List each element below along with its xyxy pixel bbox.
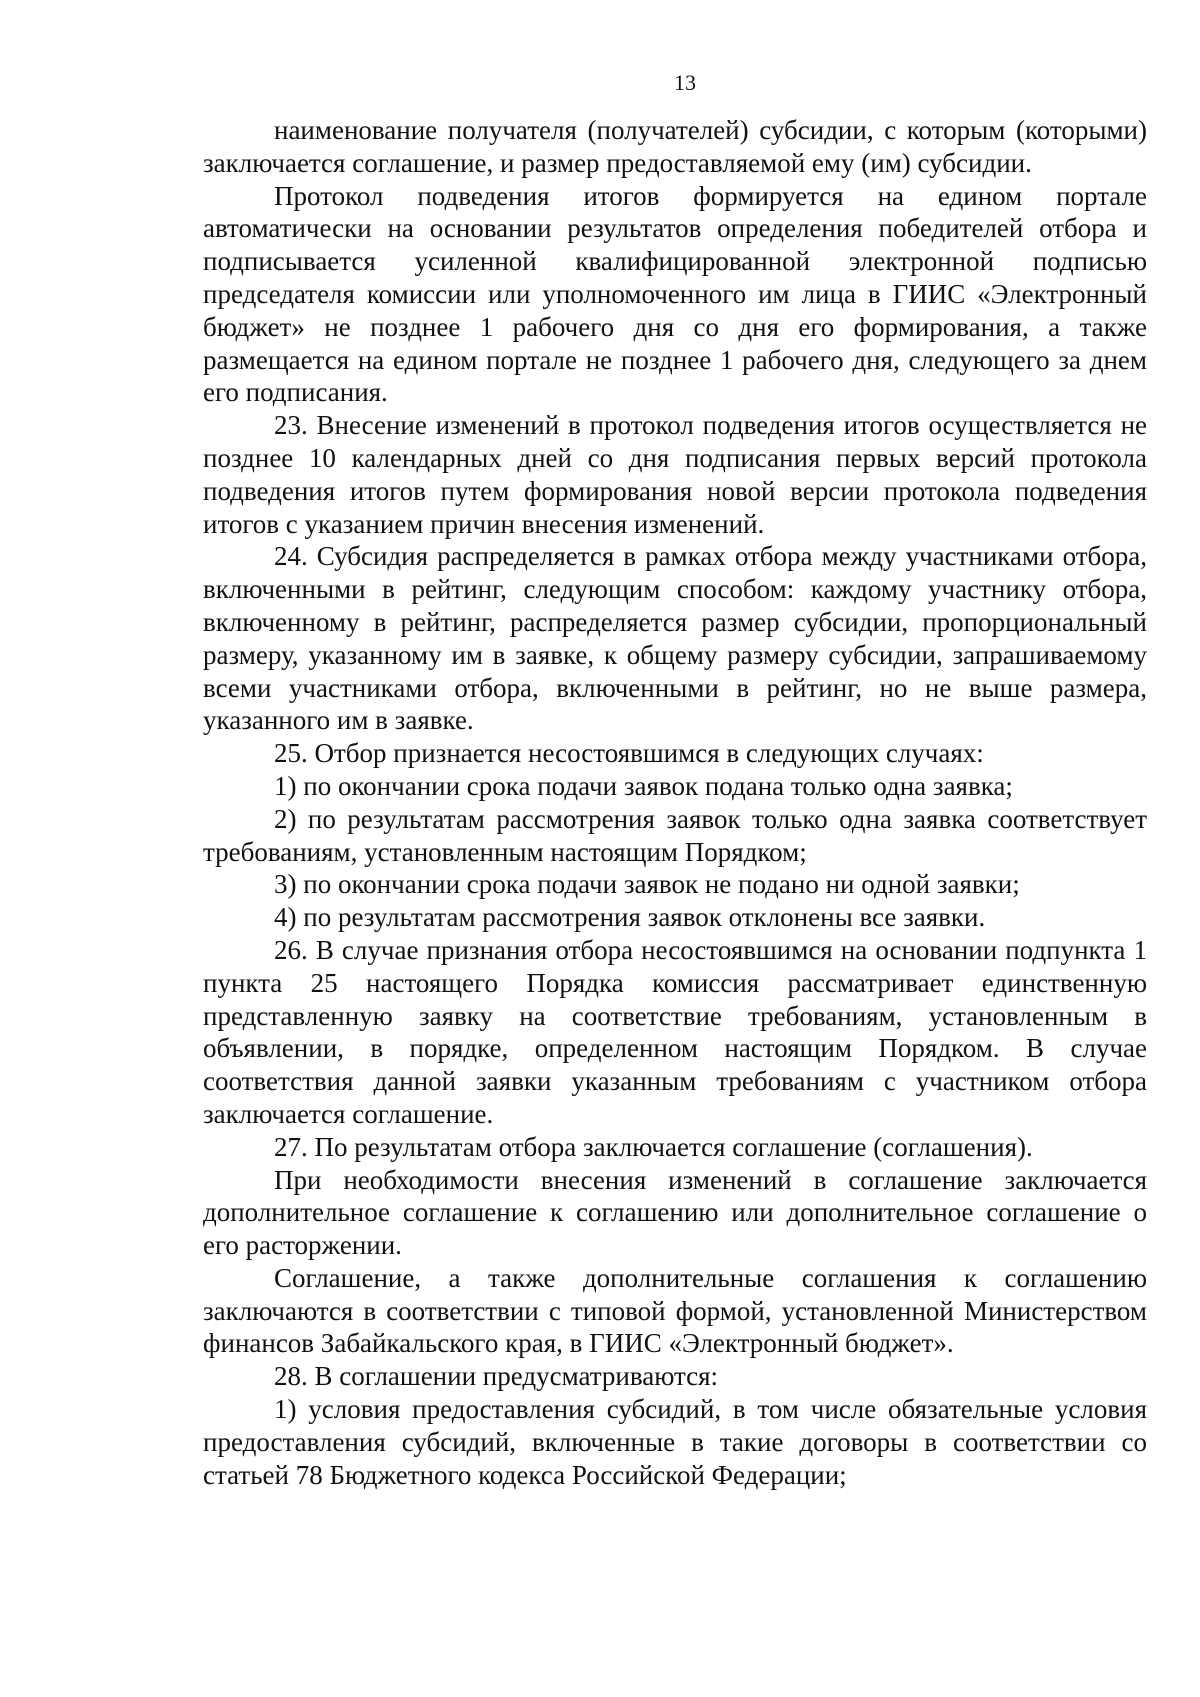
paragraph-continuation: наименование получателя (получателей) субсидии, с которым (которыми) заключается соглашение, и размер предоставляемой ему (им) субсидии.	[203, 115, 1147, 178]
paragraph-item-28: 28. В соглашении предусматриваются:	[274, 1361, 719, 1392]
paragraph-item-25: 25. Отбор признается несостоявшимся в следующих случаях:	[274, 738, 984, 769]
page-number: 13	[674, 70, 696, 95]
paragraph-item-28-1: 1) условия предоставления субсидий, в том числе обязательные условия предоставления субсидий, включенные в такие договоры в соответствии со статьей 78 Бюджетного кодекса Российской Федерации;	[203, 1394, 1147, 1490]
paragraph-item-25-2: 2) по результатам рассмотрения заявок только одна заявка соответствует требованиям, установленным настоящим Порядком;	[203, 803, 1147, 867]
paragraph-amendments: При необходимости внесения изменений в соглашение заключается дополнительное соглашение к соглашению или дополнительное соглашение о его расторжении.	[203, 1164, 1147, 1261]
paragraph-protocol: Протокол подведения итогов формируется на едином портале автоматически на основании результатов определения победителей отбора и подписывается усиленной квалифицированной электронной подписью председателя комиссии или уполномоченного им лица в ГИИС «Электронный бюджет» не позднее 1 рабочего дня со дня его формирования, а также размещается на едином портале не позднее 1 рабочего дня, следующего за днем его подписания.	[203, 180, 1147, 408]
document-body	[203, 114, 1147, 1491]
paragraph-item-27: 27. По результатам отбора заключается соглашение (соглашения).	[274, 1131, 1033, 1162]
paragraph-item-25-3: 3) по окончании срока подачи заявок не подано ни одной заявки;	[274, 869, 1020, 900]
paragraph-item-24: 24. Субсидия распределяется в рамках отбора между участниками отбора, включенными в рейтинг, следующим способом: каждому участнику отбора, включенному в рейтинг, распределяется размер субсидии, пропорциональный размеру, указанному им в заявке, к общему размеру субсидии, запрашиваемому всеми участниками отбора, включенными в рейтинг, но не выше размера, указанного им в заявке.	[203, 541, 1147, 736]
paragraph-item-25-4: 4) по результатам рассмотрения заявок отклонены все заявки.	[274, 902, 986, 933]
paragraph-item-25-1: 1) по окончании срока подачи заявок подана только одна заявка;	[274, 770, 1013, 801]
paragraph-item-23: 23. Внесение изменений в протокол подведения итогов осуществляется не позднее 10 календарных дней со дня подписания первых версий протокола подведения итогов путем формирования новой версии протокола подведения итогов с указанием причин внесения изменений.	[203, 410, 1147, 539]
paragraph-agreement-form: Соглашение, а также дополнительные соглашения к соглашению заключаются в соответствии с типовой формой, установленной Министерством финансов Забайкальского края, в ГИИС «Электронный бюджет».	[203, 1262, 1147, 1359]
paragraph-item-26: 26. В случае признания отбора несостоявшимся на основании подпункта 1 пункта 25 настоящего Порядка комиссия рассматривает единственную представленную заявку на соответствие требованиям, установленным в объявлении, в порядке, определенном настоящим Порядком. В случае соответствия данной заявки указанным требованиям с участником отбора заключается соглашение.	[203, 934, 1147, 1129]
